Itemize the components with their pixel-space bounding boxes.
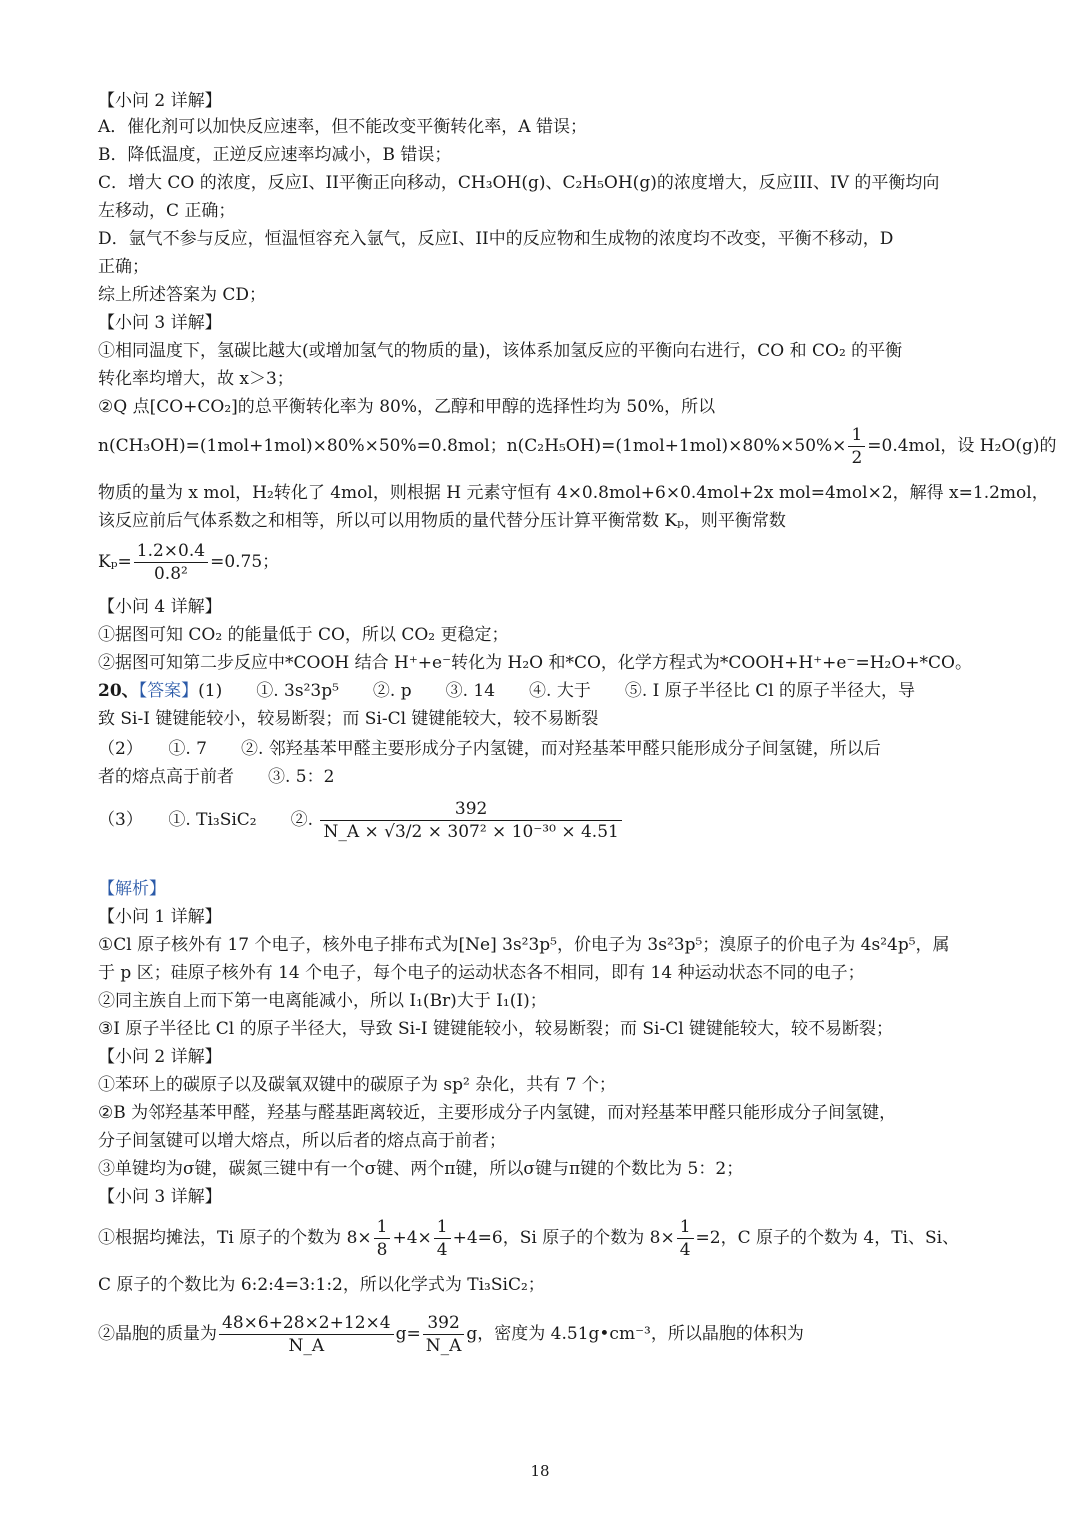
text-line: ①相同温度下，氢碳比越大(或增加氢气的物质的量)，该体系加氢反应的平衡向右进行，CO 和 CO₂ 的平衡 bbox=[98, 341, 903, 361]
formula-line bbox=[98, 1216, 959, 1261]
denominator: N_A bbox=[425, 1336, 462, 1356]
text-line: 致 Si-I 键键能较小，较易断裂；而 Si-Cl 键键能较大，较不易断裂 bbox=[98, 709, 599, 729]
fraction bbox=[434, 1216, 451, 1261]
text-line: 者的熔点高于前者 ③. 5：2 bbox=[98, 767, 335, 787]
text-line: C 原子的个数比为 6:2:4=3:1:2，所以化学式为 Ti₃SiC₂； bbox=[98, 1275, 545, 1295]
formula-text: g= bbox=[395, 1324, 421, 1344]
text-line: D．氩气不参与反应，恒温恒容充入氩气，反应I、II中的反应物和生成物的浓度均不改变，平衡不移动，D bbox=[98, 229, 894, 249]
formula-text: =2，C 原子的个数为 4，Ti、Si、 bbox=[695, 1228, 960, 1248]
text-line: ①据图可知 CO₂ 的能量低于 CO，所以 CO₂ 更稳定； bbox=[98, 625, 509, 645]
answer-label: 【答案】 bbox=[138, 681, 199, 701]
formula-line bbox=[98, 798, 624, 843]
formula-text: （3） ①. Ti₃SiC₂ ②. bbox=[98, 810, 314, 830]
formula-text: Kₚ= bbox=[98, 552, 132, 572]
text-line: 左移动，C 正确； bbox=[98, 201, 236, 221]
text-line: B．降低温度，正逆反应速率均减小，B 错误； bbox=[98, 145, 452, 165]
fraction bbox=[219, 1312, 394, 1357]
heading-q2: 【小问 2 详解】 bbox=[98, 91, 222, 111]
formula-line bbox=[98, 540, 279, 585]
text-line: 正确； bbox=[98, 257, 149, 277]
numerator: 1 bbox=[848, 424, 865, 447]
page-number: 18 bbox=[530, 1462, 550, 1480]
text-line: ②Q 点[CO+CO₂]的总平衡转化率为 80%，乙醇和甲醇的选择性均为 50%，所以 bbox=[98, 397, 716, 417]
text-line: ②同主族自上而下第一电离能减小，所以 I₁(Br)大于 I₁(I)； bbox=[98, 991, 547, 1011]
numerator: 1.2×0.4 bbox=[134, 540, 208, 563]
text-line: ③单键均为σ键，碳氮三键中有一个σ键、两个π键，所以σ键与π键的个数比为 5：2； bbox=[98, 1159, 744, 1179]
heading-q2b: 【小问 2 详解】 bbox=[98, 1047, 222, 1067]
text-line: ①Cl 原子核外有 17 个电子，核外电子排布式为[Ne] 3s²3p⁵，价电子为 3s²3p⁵；溴原子的价电子为 4s²4p⁵，属 bbox=[98, 935, 950, 955]
fraction bbox=[848, 424, 865, 469]
numerator: 392 bbox=[320, 798, 621, 821]
formula-line bbox=[98, 1312, 804, 1357]
formula-text: =0.4mol，设 H₂O(g)的 bbox=[867, 436, 1057, 456]
question-number: 20、 bbox=[98, 681, 139, 701]
formula-text: +4=6，Si 原子的个数为 8× bbox=[452, 1228, 675, 1248]
denominator: 0.8² bbox=[153, 564, 188, 584]
numerator: 392 bbox=[423, 1312, 465, 1335]
fraction bbox=[423, 1312, 465, 1357]
formula-text: n(CH₃OH)=(1mol+1mol)×80%×50%=0.8mol；n(C₂H₅OH)=(1mol+1mol)×80%×50%× bbox=[98, 436, 847, 456]
numerator: 1 bbox=[434, 1216, 451, 1239]
denominator: N_A bbox=[288, 1336, 325, 1356]
answer-line bbox=[98, 678, 915, 704]
text-line: ②B 为邻羟基苯甲醛，羟基与醛基距离较近，主要形成分子内氢键，而对羟基苯甲醛只能形成分子间氢键， bbox=[98, 1103, 897, 1123]
fraction bbox=[374, 1216, 391, 1261]
denominator: N_A × √3/2 × 307² × 10⁻³⁰ × 4.51 bbox=[323, 822, 619, 842]
answer-text: (1) ①. 3s²3p⁵ ②. p ③. 14 ④. 大于 ⑤. I 原子半径比 Cl 的原子半径大，导 bbox=[198, 681, 916, 701]
formula-text: g，密度为 4.51g•cm⁻³，所以晶胞的体积为 bbox=[466, 1324, 804, 1344]
denominator: 4 bbox=[679, 1240, 691, 1260]
heading-q3b: 【小问 3 详解】 bbox=[98, 1187, 222, 1207]
text-line: ②据图可知第二步反应中*COOH 结合 H⁺+e⁻转化为 H₂O 和*CO，化学方程式为*COOH+H⁺+e⁻=H₂O+*CO。 bbox=[98, 653, 972, 673]
text-line: 该反应前后气体系数之和相等，所以可以用物质的量代替分压计算平衡常数 Kₚ，则平衡常数 bbox=[98, 511, 786, 531]
denominator: 2 bbox=[851, 448, 863, 468]
heading-q4: 【小问 4 详解】 bbox=[98, 597, 222, 617]
fraction bbox=[320, 798, 621, 843]
formula-text: +4× bbox=[392, 1228, 432, 1248]
denominator: 8 bbox=[376, 1240, 388, 1260]
fraction bbox=[677, 1216, 694, 1261]
heading-q1: 【小问 1 详解】 bbox=[98, 907, 222, 927]
fraction bbox=[134, 540, 208, 585]
text-line: C．增大 CO 的浓度，反应I、II平衡正向移动，CH₃OH(g)、C₂H₅OH(g)的浓度增大，反应III、IV 的平衡均向 bbox=[98, 173, 940, 193]
text-line: 物质的量为 x mol，H₂转化了 4mol，则根据 H 元素守恒有 4×0.8mol+6×0.4mol+2x mol=4mol×2，解得 x=1.2mol， bbox=[98, 483, 1049, 503]
numerator: 48×6+28×2+12×4 bbox=[219, 1312, 394, 1335]
text-line: 转化率均增大，故 x＞3； bbox=[98, 369, 294, 389]
text-line: 于 p 区；硅原子核外有 14 个电子，每个电子的运动状态各不相同，即有 14 种运动状态不同的电子； bbox=[98, 963, 865, 983]
numerator: 1 bbox=[677, 1216, 694, 1239]
text-line: ③I 原子半径比 Cl 的原子半径大，导致 Si-I 键键能较小，较易断裂；而 Si-Cl 键键能较大，较不易断裂； bbox=[98, 1019, 894, 1039]
text-line: A．催化剂可以加快反应速率，但不能改变平衡转化率，A 错误； bbox=[98, 117, 587, 137]
numerator: 1 bbox=[374, 1216, 391, 1239]
formula-text: ①根据均摊法，Ti 原子的个数为 8× bbox=[98, 1228, 372, 1248]
text-line: ①苯环上的碳原子以及碳氧双键中的碳原子为 sp² 杂化，共有 7 个； bbox=[98, 1075, 616, 1095]
text-line: （2） ①. 7 ②. 邻羟基苯甲醛主要形成分子内氢键，而对羟基苯甲醛只能形成分子间氢键，所以后 bbox=[98, 739, 881, 759]
denominator: 4 bbox=[436, 1240, 448, 1260]
text-line: 综上所述答案为 CD； bbox=[98, 285, 267, 305]
text-line: 分子间氢键可以增大熔点，所以后者的熔点高于前者； bbox=[98, 1131, 506, 1151]
analysis-label: 【解析】 bbox=[98, 879, 166, 899]
heading-q3: 【小问 3 详解】 bbox=[98, 313, 222, 333]
formula-text: ②晶胞的质量为 bbox=[98, 1324, 217, 1344]
formula-line bbox=[98, 424, 1056, 469]
formula-text: =0.75； bbox=[210, 552, 280, 572]
